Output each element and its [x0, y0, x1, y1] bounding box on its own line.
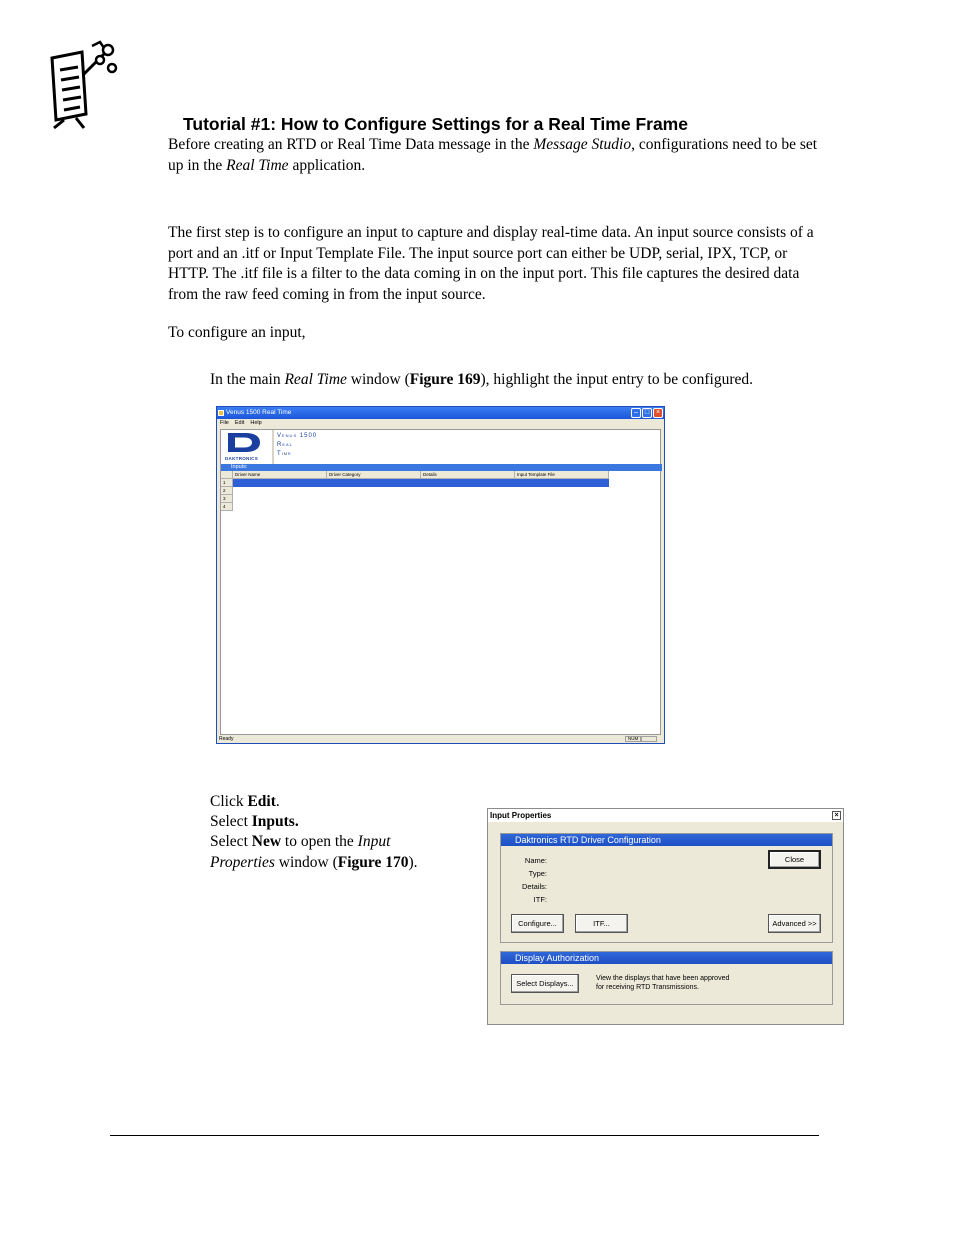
realtime-statusbar	[217, 735, 664, 743]
input-properties-titlebar	[488, 809, 843, 822]
status-empty-cell	[641, 736, 657, 742]
inputs-section-bar: Inputs:	[221, 464, 662, 471]
label-itf: ITF:	[533, 895, 547, 904]
close-button[interactable]: Close	[768, 850, 821, 869]
menu-file[interactable]: File	[220, 420, 229, 426]
label-details: Details:	[521, 882, 547, 891]
input-properties-window	[487, 808, 844, 1025]
logo-divider	[272, 430, 274, 464]
realtime-menubar	[217, 419, 664, 428]
label-name: Name:	[524, 856, 547, 865]
num-lock-indicator: NUM	[625, 736, 641, 742]
advanced-button[interactable]: Advanced >>	[768, 914, 821, 933]
label-type: Type:	[528, 869, 547, 878]
realtime-titlebar	[217, 407, 664, 419]
authorization-desc-line-1: View the displays that have been approved	[596, 975, 730, 982]
row-header-2[interactable]: 2	[221, 487, 233, 495]
close-icon[interactable]: ×	[832, 811, 841, 820]
rtd-driver-config-header: Daktronics RTD Driver Configuration	[501, 834, 832, 846]
minimize-icon[interactable]: –	[631, 408, 641, 418]
menu-help[interactable]: Help	[250, 420, 262, 426]
branding-header	[221, 430, 662, 464]
table-row-selected[interactable]	[233, 479, 609, 487]
status-text: Ready	[219, 736, 234, 742]
footer-rule	[110, 1135, 819, 1136]
intro-paragraph: Before creating an RTD or Real Time Data message in the Message Studio, configurations need to be set up in the Real Time application.	[168, 136, 818, 174]
authorization-desc-line-2: for receiving RTD Transmissions.	[596, 983, 699, 991]
authorization-description	[596, 975, 729, 992]
configure-button[interactable]: Configure...	[511, 914, 564, 933]
grid-corner	[221, 471, 233, 479]
step-highlight-input: In the main Real Time window (Figure 169), highlight the input entry to be configured.	[210, 371, 753, 388]
display-authorization-panel	[500, 951, 833, 1005]
col-input-template-file[interactable]: Input Template File	[515, 471, 609, 479]
product-line-3: Time	[277, 451, 292, 457]
daktronics-logo-icon	[227, 432, 261, 453]
configure-input-lead: To configure an input,	[168, 324, 306, 341]
product-line-1: Venus 1500	[277, 433, 318, 439]
col-details[interactable]: Details	[421, 471, 515, 479]
inputs-grid-header	[221, 471, 609, 479]
step-click-edit: Click Edit.	[210, 793, 280, 810]
maximize-icon[interactable]: □	[642, 408, 652, 418]
realtime-window	[216, 406, 665, 744]
input-properties-title: Input Properties	[490, 811, 552, 820]
itf-button[interactable]: ITF...	[575, 914, 628, 933]
step-select-inputs: Select Inputs.	[210, 813, 299, 830]
realtime-window-title: Venus 1500 Real Time	[226, 409, 292, 416]
row-header-3[interactable]: 3	[221, 495, 233, 503]
realtime-client-area	[220, 429, 661, 735]
row-header-1[interactable]: 1	[221, 479, 233, 487]
tutorial-title: Tutorial #1: How to Configure Settings for a Real Time Frame	[183, 114, 688, 134]
row-header-4[interactable]: 4	[221, 503, 233, 511]
product-line-2: Real	[277, 442, 293, 448]
daktronics-wordmark: DAKTRONICS	[225, 456, 258, 461]
display-authorization-header: Display Authorization	[501, 952, 832, 964]
col-driver-name[interactable]: Driver Name	[233, 471, 327, 479]
select-displays-button[interactable]: Select Displays...	[511, 974, 579, 993]
step-select-new: Select New to open the Input Properties window (Figure 170).	[210, 833, 418, 871]
input-source-paragraph: The first step is to configure an input to capture and display real-time data. An input source consists of a port and an .itf or Input Template File. The input source port can either be UDP, serial, IPX, TCP, or HTTP. The .itf file is a filter to the data coming in on the input port. This file captures the desired data from the raw feed coming in from the input source.	[168, 224, 814, 303]
close-icon[interactable]: ×	[653, 408, 663, 418]
tutorial-easel-icon	[44, 40, 118, 130]
app-icon	[218, 410, 224, 416]
rtd-driver-config-panel	[500, 833, 833, 943]
menu-edit[interactable]: Edit	[234, 420, 245, 426]
col-driver-category[interactable]: Driver Category	[327, 471, 421, 479]
